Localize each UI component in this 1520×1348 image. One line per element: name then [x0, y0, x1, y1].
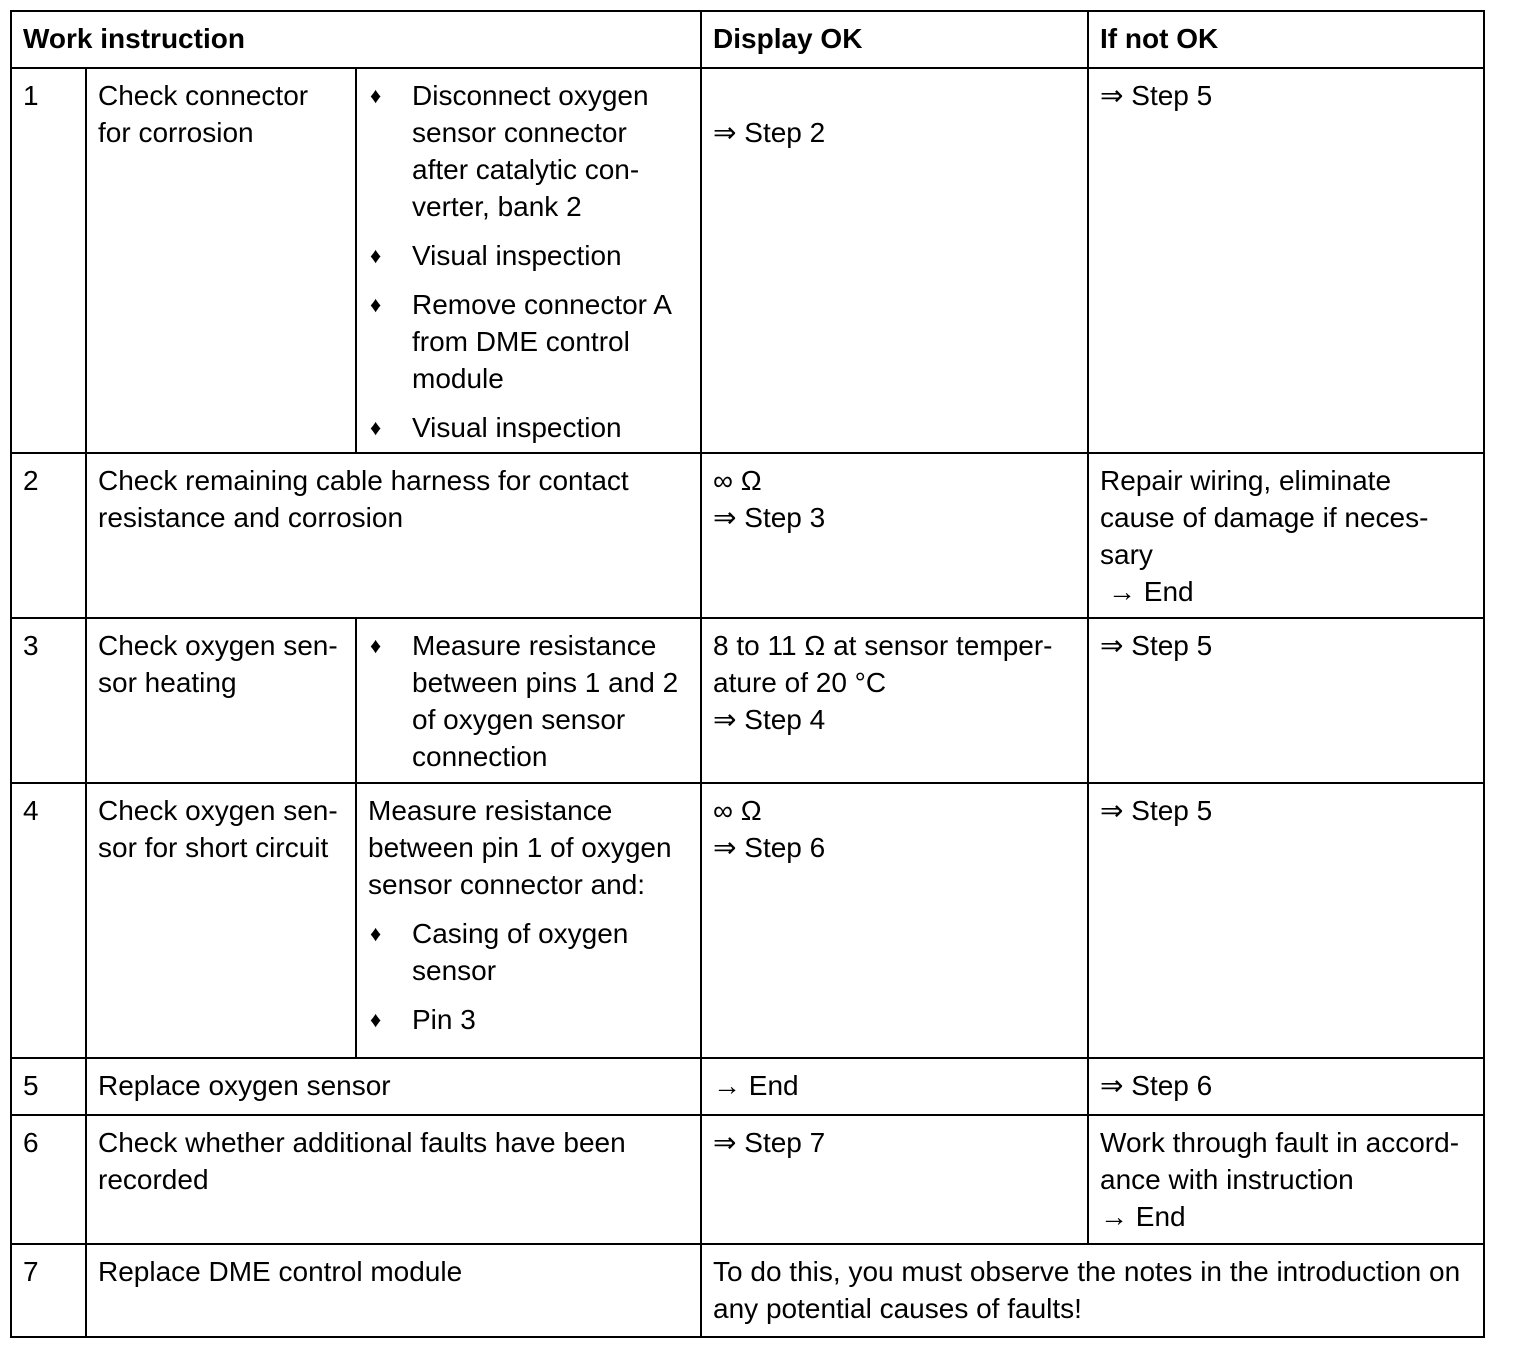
display-ok-cell — [701, 783, 1088, 1058]
work-instruction-table — [10, 10, 1485, 1338]
if-not-ok-text: → End — [1100, 1201, 1186, 1232]
step-task: Check whether additional faults have been recorded — [86, 1115, 701, 1244]
bullet-item: ♦ Remove connector A from DME control module — [368, 286, 689, 397]
if-not-ok-text: ⇒ Step 5 — [1100, 80, 1213, 111]
display-ok-cell — [701, 1115, 1088, 1244]
step-number: 5 — [11, 1058, 86, 1115]
if-not-ok-text: Work through fault in accord-ance with instruction — [1100, 1127, 1460, 1195]
step-number: 4 — [11, 783, 86, 1058]
diamond-bullet-icon: ♦ — [370, 415, 382, 440]
if-not-ok-cell — [1088, 1058, 1484, 1115]
header-work-instruction: Work instruction — [11, 11, 701, 68]
if-not-ok-cell — [1088, 1115, 1484, 1244]
table-row — [11, 1058, 1484, 1115]
diamond-bullet-icon: ♦ — [370, 292, 382, 317]
if-not-ok-cell — [1088, 783, 1484, 1058]
header-if-not-ok: If not OK — [1088, 11, 1484, 68]
step-number: 6 — [11, 1115, 86, 1244]
diamond-bullet-icon: ♦ — [370, 921, 382, 946]
display-ok-text: 8 to 11 Ω at sensor temper-ature of 20 °C — [713, 630, 1053, 698]
table-row — [11, 1244, 1484, 1337]
diamond-bullet-icon: ♦ — [370, 633, 382, 658]
if-not-ok-cell — [1088, 618, 1484, 783]
step-details — [356, 68, 701, 453]
table-row — [11, 618, 1484, 783]
bullet-item: ♦ Measure resistance between pins 1 and 2 of oxygen sensor connection — [368, 627, 689, 775]
if-not-ok-text: ⇒ Step 5 — [1100, 795, 1213, 826]
step-intro: Measure resistance between pin 1 of oxygen sensor connector and: — [368, 795, 672, 900]
step-number: 7 — [11, 1244, 86, 1337]
step-details — [356, 618, 701, 783]
display-ok-text: ⇒ Step 4 — [713, 704, 826, 735]
bullet-item: ♦ Visual inspection — [368, 409, 689, 446]
diamond-bullet-icon: ♦ — [370, 243, 382, 268]
step-number: 2 — [11, 453, 86, 618]
bullet-item: ♦ Visual inspection — [368, 237, 689, 274]
display-ok-text: ⇒ Step 7 — [713, 1127, 826, 1158]
bullet-item: ♦ Pin 3 — [368, 1001, 689, 1038]
table-row — [11, 783, 1484, 1058]
header-display-ok: Display OK — [701, 11, 1088, 68]
display-ok-text: ∞ Ω — [713, 795, 762, 826]
table-row — [11, 1115, 1484, 1244]
display-ok-cell — [701, 68, 1088, 453]
display-ok-text: ⇒ Step 6 — [713, 832, 826, 863]
if-not-ok-cell — [1088, 68, 1484, 453]
display-ok-text: ∞ Ω — [713, 465, 762, 496]
step-details — [356, 783, 701, 1058]
step-task: Check oxygen sen-sor heating — [86, 618, 356, 783]
step-task: Check oxygen sen-sor for short circuit — [86, 783, 356, 1058]
if-not-ok-text: → End — [1108, 576, 1194, 607]
step-task: Replace oxygen sensor — [86, 1058, 701, 1115]
display-ok-cell — [701, 618, 1088, 783]
bullet-item: ♦ Casing of oxygen sensor — [368, 915, 689, 989]
display-ok-text: → End — [713, 1070, 799, 1101]
diamond-bullet-icon: ♦ — [370, 1007, 382, 1032]
table-row — [11, 453, 1484, 618]
display-ok-cell — [701, 1058, 1088, 1115]
if-not-ok-text: Repair wiring, eliminate cause of damage if neces-sary — [1100, 465, 1429, 570]
step-number: 1 — [11, 68, 86, 453]
step-task: Check remaining cable harness for contact resistance and corrosion — [86, 453, 701, 618]
if-not-ok-text: ⇒ Step 5 — [1100, 630, 1213, 661]
display-ok-cell — [701, 453, 1088, 618]
table-row — [11, 68, 1484, 453]
diamond-bullet-icon: ♦ — [370, 83, 382, 108]
display-ok-text: ⇒ Step 3 — [713, 502, 826, 533]
step-task: Replace DME control module — [86, 1244, 701, 1337]
header-row — [11, 11, 1484, 68]
if-not-ok-cell — [1088, 453, 1484, 618]
step-task: Check connector for corrosion — [86, 68, 356, 453]
step-note: To do this, you must observe the notes in the introduction on any potential causes of faults! — [701, 1244, 1484, 1337]
display-ok-text: ⇒ Step 2 — [713, 117, 826, 148]
if-not-ok-text: ⇒ Step 6 — [1100, 1070, 1213, 1101]
bullet-item: ♦ Disconnect oxygen sensor connector after catalytic con-verter, bank 2 — [368, 77, 689, 225]
step-number: 3 — [11, 618, 86, 783]
